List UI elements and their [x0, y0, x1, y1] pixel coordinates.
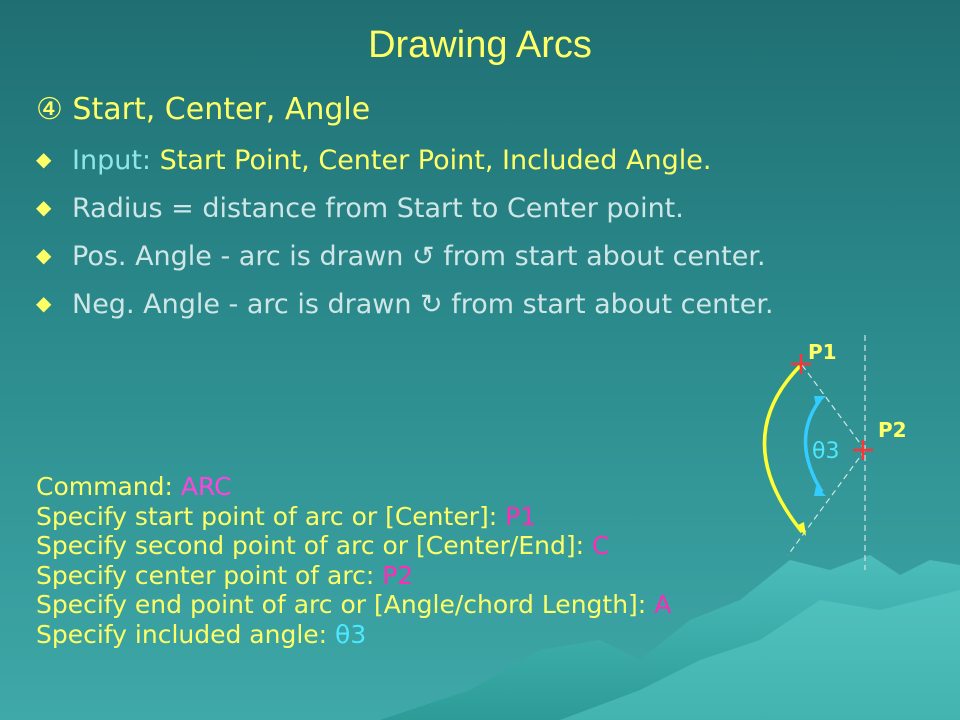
command-line: Command: ARC	[36, 472, 232, 501]
slide-title: Drawing Arcs	[368, 24, 592, 66]
angle-label: θ3	[812, 439, 840, 464]
arc-diagram	[740, 330, 960, 570]
p2-label: P2	[878, 418, 907, 442]
command-input: A	[654, 590, 672, 619]
command-line: Specify included angle: θ3	[36, 619, 367, 649]
bullet-negative-angle	[36, 286, 774, 334]
diamond-bullet-icon: ◆	[36, 291, 52, 315]
command-line: Specify end point of arc or [Angle/chord Length]: A	[36, 590, 672, 619]
bullet-text: Pos. Angle - arc is drawn ↺ from start about center.	[72, 241, 766, 272]
command-input: P2	[382, 560, 414, 590]
command-line: Specify center point of arc: P2	[36, 560, 414, 590]
angle-arrow-top-icon	[814, 396, 826, 406]
drawn-arc	[764, 366, 802, 532]
command-line: Specify start point of arc or [Center]: P1	[36, 501, 537, 531]
command-input: P1	[505, 501, 537, 531]
bullet-list	[36, 142, 774, 334]
p1-label: P1	[808, 340, 837, 364]
end-radius-line	[788, 450, 865, 555]
bullet-label: Input:	[72, 145, 160, 176]
bullet-radius	[36, 190, 774, 238]
start-radius-line	[802, 365, 865, 450]
bullet-positive-angle	[36, 238, 774, 286]
diamond-bullet-icon: ◆	[36, 147, 52, 171]
diamond-bullet-icon: ◆	[36, 195, 52, 219]
command-input: θ3	[335, 619, 367, 649]
bullet-text: Start Point, Center Point, Included Angle.	[159, 145, 712, 176]
diamond-bullet-icon: ◆	[36, 243, 52, 267]
bullet-text: Radius = distance from Start to Center point.	[72, 193, 684, 224]
command-line-transcript	[36, 472, 671, 649]
command-input: ARC	[180, 472, 232, 501]
bullet-input	[36, 142, 774, 190]
p2-marker-icon	[853, 440, 873, 460]
command-input: C	[591, 531, 610, 560]
command-line: Specify second point of arc or [Center/End]: C	[36, 531, 610, 560]
arc-diagram-svg	[740, 330, 960, 570]
bullet-text: Neg. Angle - arc is drawn ↻ from start about center.	[72, 289, 774, 320]
section-heading: ④ Start, Center, Angle	[36, 92, 371, 127]
